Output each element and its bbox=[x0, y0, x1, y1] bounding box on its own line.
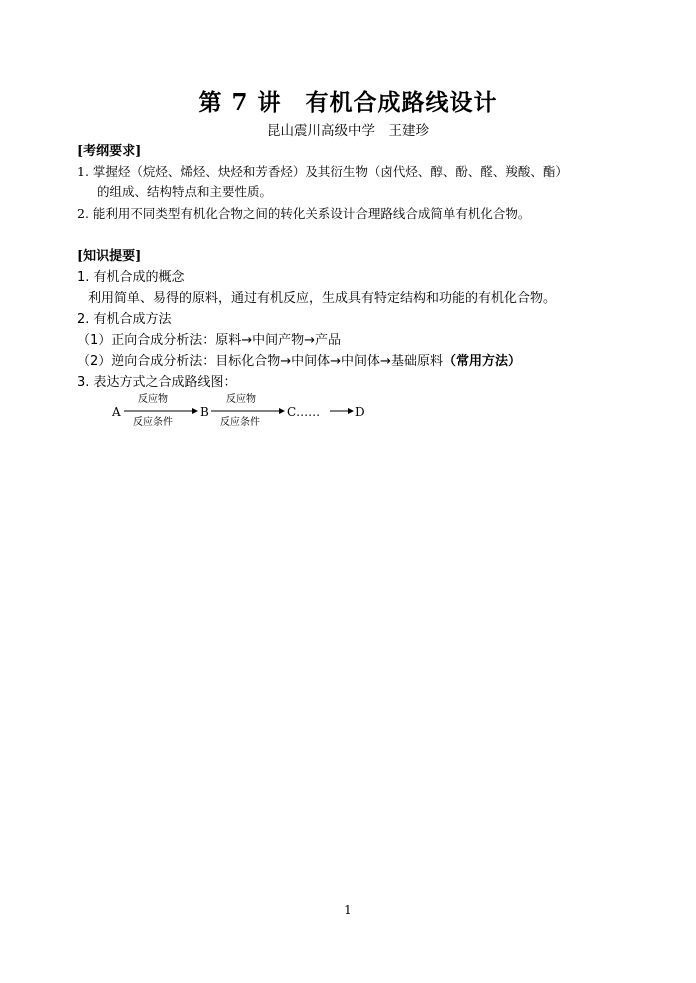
route-node-a: A bbox=[112, 405, 121, 419]
retro-synthesis-text: （2）逆向合成分析法：目标化合物→中间体→中间体→基础原料 bbox=[77, 354, 443, 369]
route-node-b: B bbox=[200, 405, 209, 419]
common-method-note: （常用方法） bbox=[442, 354, 521, 369]
knowledge-item-2-title: 2. 有机合成方法 bbox=[77, 312, 172, 327]
section-heading-knowledge: [知识提要] bbox=[77, 249, 142, 264]
knowledge-item-1-title: 1. 有机合成的概念 bbox=[77, 270, 185, 285]
retro-synthesis-method bbox=[77, 350, 521, 369]
author-line: 昆山震川高级中学 王建珍 bbox=[267, 123, 429, 139]
page-title: 第 7 讲 有机合成路线设计 bbox=[198, 89, 498, 116]
route-arrow-1-condition: 反应条件 bbox=[133, 417, 173, 428]
route-node-d: D bbox=[355, 405, 365, 419]
knowledge-item-3-title: 3. 表达方式之合成路线图： bbox=[77, 375, 237, 390]
route-arrowhead-1 bbox=[192, 408, 198, 414]
route-arrow-2-condition: 反应条件 bbox=[220, 417, 260, 428]
route-node-c: C…… bbox=[287, 405, 321, 419]
route-arrow-2-reagent: 反应物 bbox=[226, 394, 256, 405]
route-arrowhead-3 bbox=[348, 408, 354, 414]
route-arrow-1-reagent: 反应物 bbox=[138, 394, 168, 405]
forward-synthesis-method: （1）正向合成分析法：原料→中间产物→产品 bbox=[77, 333, 342, 348]
route-arrowhead-2 bbox=[279, 408, 285, 414]
requirement-item-1: 1. 掌握烃（烷烃、烯烃、炔烃和芳香烃）及其衍生物（卤代烃、醇、酚、醛、羧酸、酯） bbox=[77, 164, 568, 179]
section-heading-requirements: [考纲要求] bbox=[77, 144, 142, 159]
synthesis-route-diagram bbox=[112, 390, 382, 434]
page-number: 1 bbox=[344, 903, 352, 917]
knowledge-item-1-text: 利用简单、易得的原料，通过有机反应，生成具有特定结构和功能的有机化合物。 bbox=[88, 291, 557, 306]
requirement-item-2: 2. 能利用不同类型有机化合物之间的转化关系设计合理路线合成简单有机化合物。 bbox=[77, 206, 531, 221]
requirement-item-1-continued: 的组成、结构特点和主要性质。 bbox=[97, 184, 273, 199]
